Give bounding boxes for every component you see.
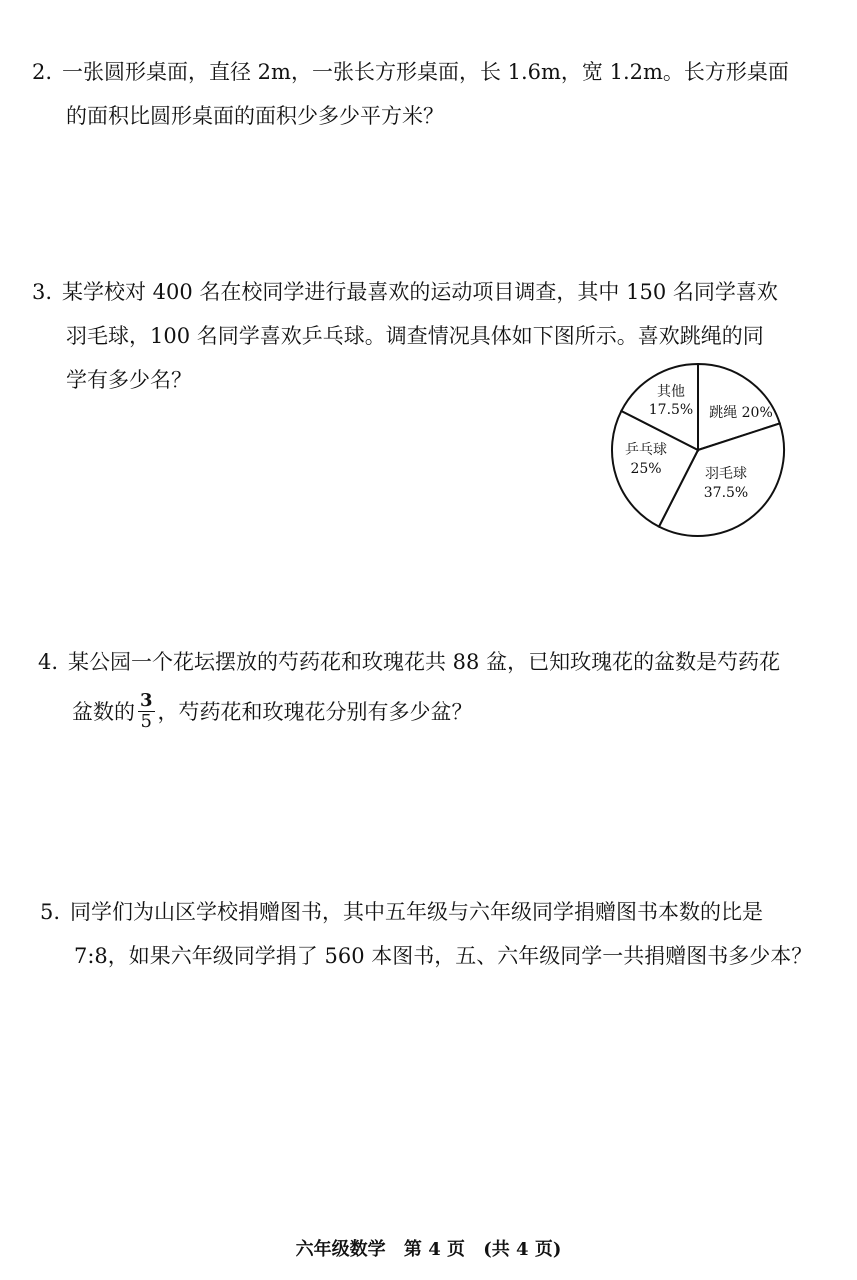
question-text-line: 羽毛球，100 名同学喜欢乒乓球。调查情况具体如下图所示。喜欢跳绳的同: [66, 324, 764, 348]
question-text-line: 一张圆形桌面，直径 2m，一张长方形桌面，长 1.6m，宽 1.2m。长方形桌面: [62, 60, 789, 84]
pie-label-乒乓球-name: 乒乓球: [625, 442, 667, 458]
footer-subject: 六年级数学: [295, 1239, 386, 1260]
pie-label-乒乓球-value: 25%: [630, 461, 662, 477]
pie-label-其他-value: 17.5%: [648, 402, 694, 418]
footer-page: 第 4 页: [403, 1239, 465, 1260]
question-text-fragment: 盆数的: [72, 700, 135, 724]
question-2: [32, 50, 822, 138]
question-5: [40, 890, 830, 978]
page-footer: [0, 1235, 857, 1261]
fraction: [138, 691, 155, 732]
question-text-line: 学有多少名？: [66, 368, 192, 392]
question-text-line: 某学校对 400 名在校同学进行最喜欢的运动项目调查，其中 150 名同学喜欢: [62, 280, 778, 304]
question-text-fragment: ，芍药花和玫瑰花分别有多少盆？: [157, 700, 473, 724]
question-number: 2.: [32, 60, 53, 84]
question-text-line: 某公园一个花坛摆放的芍药花和玫瑰花共 88 盆，已知玫瑰花的盆数是芍药花: [68, 650, 781, 674]
question-text-line: 同学们为山区学校捐赠图书，其中五年级与六年级同学捐赠图书本数的比是: [70, 900, 763, 924]
footer-total: (共 4 页): [483, 1239, 562, 1260]
question-text-line: 7:8，如果六年级同学捐了 560 本图书，五、六年级同学一共捐赠图书多少本？: [74, 944, 813, 968]
pie-label-羽毛球-name: 羽毛球: [705, 466, 747, 482]
question-number: 5.: [40, 900, 61, 924]
pie-label-羽毛球-value: 37.5%: [703, 485, 749, 501]
pie-label-其他-name: 其他: [657, 384, 685, 400]
question-text-line: 的面积比圆形桌面的面积少多少平方米？: [66, 104, 444, 128]
question-number: 3.: [32, 280, 53, 304]
fraction-denominator: 5: [140, 711, 152, 732]
pie-chart: [608, 360, 788, 540]
fraction-numerator: 3: [140, 690, 153, 711]
question-number: 4.: [38, 650, 59, 674]
question-4: [38, 640, 828, 740]
pie-label-跳绳: 跳绳 20%: [709, 405, 773, 421]
